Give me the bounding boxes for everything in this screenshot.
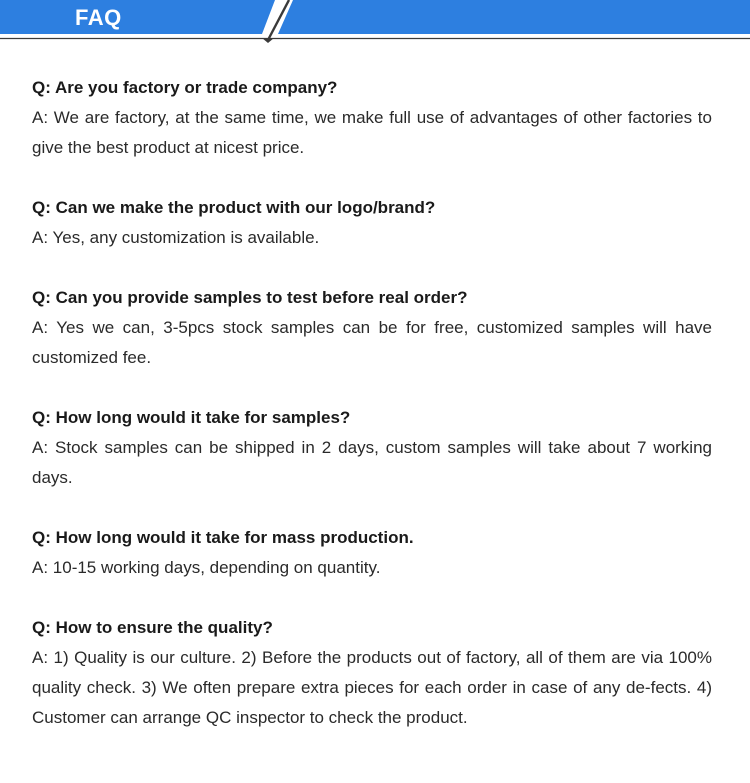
- page-title: FAQ: [75, 5, 122, 30]
- faq-item: [32, 403, 712, 493]
- header-title-tab: [0, 0, 275, 34]
- header-notch-marker: [262, 38, 274, 43]
- faq-question: Q: Can we make the product with our logo/brand?: [32, 198, 436, 217]
- faq-question: Q: How to ensure the quality?: [32, 618, 273, 637]
- faq-answer: A: We are factory, at the same time, we make full use of advantages of other factories to give the best product at nicest price.: [32, 108, 712, 157]
- faq-item: [32, 523, 712, 583]
- faq-answer: A: Stock samples can be shipped in 2 days, custom samples will take about 7 working days.: [32, 438, 712, 487]
- faq-header-banner: [0, 0, 750, 44]
- faq-item: [32, 73, 712, 163]
- faq-item: [32, 193, 712, 253]
- faq-item: [32, 283, 712, 373]
- faq-question: Q: How long would it take for mass production.: [32, 528, 414, 547]
- faq-question: Q: How long would it take for samples?: [32, 408, 351, 427]
- header-right-bar: [278, 0, 750, 34]
- faq-question: Q: Are you factory or trade company?: [32, 78, 338, 97]
- faq-item: [32, 613, 712, 733]
- faq-answer: A: Yes we can, 3-5pcs stock samples can be for free, customized samples will have customized fee.: [32, 318, 712, 367]
- faq-answer: A: 10-15 working days, depending on quantity.: [32, 558, 381, 577]
- faq-question: Q: Can you provide samples to test before real order?: [32, 288, 468, 307]
- faq-answer: A: 1) Quality is our culture. 2) Before the products out of factory, all of them are via 100% quality check. 3) We often prepare extra pieces for each order in case of any de-fects. 4) Customer can arrange QC inspector to check the product.: [32, 648, 712, 727]
- faq-list: [32, 73, 712, 763]
- faq-answer: A: Yes, any customization is available.: [32, 228, 320, 247]
